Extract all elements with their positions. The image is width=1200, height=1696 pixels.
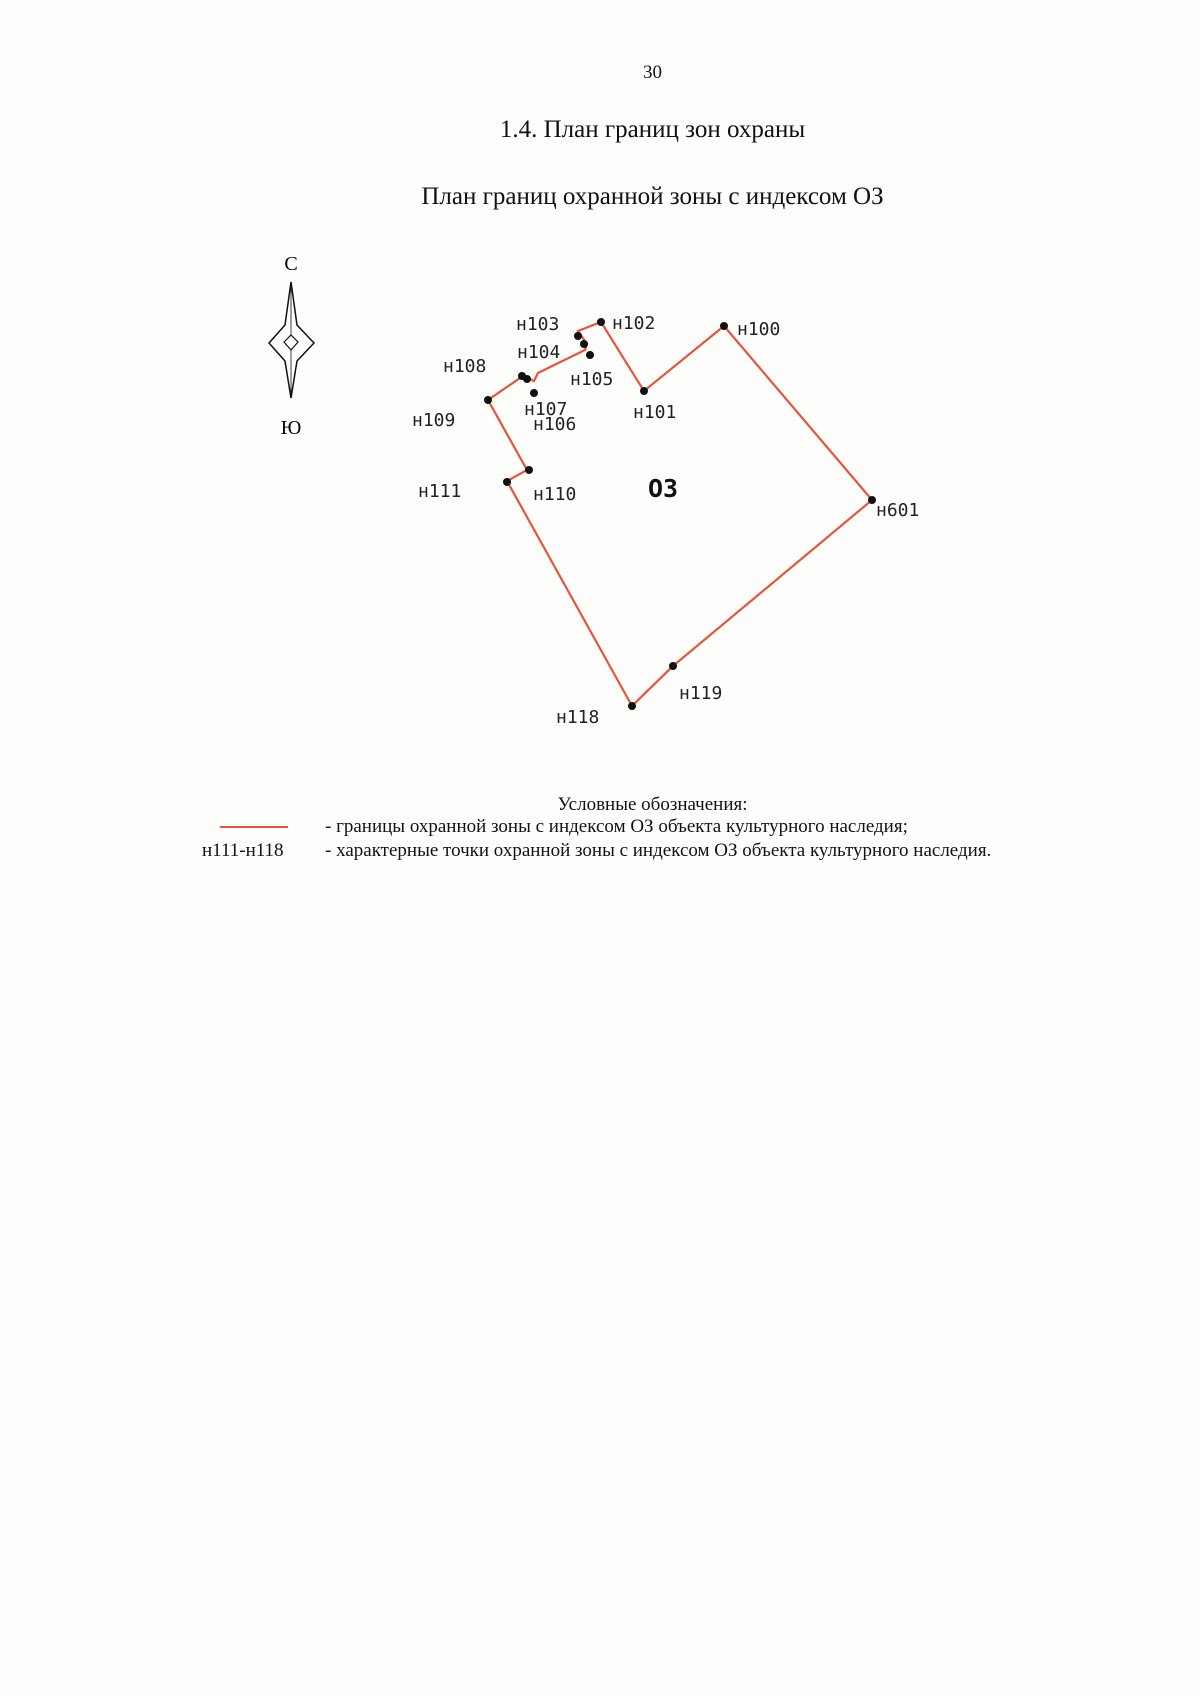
point-label: н119: [679, 683, 723, 704]
point-label: н118: [556, 707, 600, 728]
section-title: 1.4. План границ зон охраны: [499, 116, 806, 143]
vertex-n111: [503, 478, 511, 486]
legend-boundary-symbol: [220, 826, 288, 828]
point-label: н601: [876, 500, 920, 521]
vertex-n118: [628, 702, 636, 710]
plan-title: План границ охранной зоны с индексом ОЗ: [421, 183, 884, 210]
point-label: н100: [737, 319, 781, 340]
zone-boundary-line: [488, 322, 872, 706]
point-label: н111: [418, 481, 462, 502]
vertex-n104: [580, 340, 588, 348]
vertex-n601: [868, 496, 876, 504]
point-label: н106: [533, 414, 577, 435]
compass-south-label: Ю: [280, 417, 302, 439]
vertex-n109: [484, 396, 492, 404]
vertex-n105: [586, 351, 594, 359]
page-number: 30: [643, 62, 662, 83]
compass-icon: [269, 282, 314, 398]
legend-item-points-text: - характерные точки охранной зоны с индексом ОЗ объекта культурного наследия.: [325, 840, 992, 861]
vertex-n106: [530, 389, 538, 397]
point-label: н102: [612, 313, 656, 334]
point-label: н101: [633, 402, 677, 423]
compass-north-label: С: [284, 253, 298, 275]
legend-title: Условные обозначения:: [557, 794, 748, 815]
point-label: н104: [517, 342, 561, 363]
boundary-plan: [0, 0, 1200, 760]
vertex-n103: [574, 332, 582, 340]
point-label: н108: [443, 356, 487, 377]
zone-label: ОЗ: [648, 474, 679, 503]
vertex-n108: [518, 372, 526, 380]
vertex-n101: [640, 387, 648, 395]
vertex-n110: [525, 466, 533, 474]
point-label: н105: [570, 369, 614, 390]
legend-item-points-symbol: н111-н118: [202, 840, 284, 861]
point-label: н110: [533, 484, 577, 505]
vertex-n100: [720, 322, 728, 330]
vertex-n119: [669, 662, 677, 670]
point-label: н103: [516, 314, 560, 335]
point-label: н107: [524, 399, 568, 420]
legend-item-boundary-text: - границы охранной зоны с индексом ОЗ объекта культурного наследия;: [325, 816, 908, 837]
vertex-n102: [597, 318, 605, 326]
point-label: н109: [412, 410, 456, 431]
